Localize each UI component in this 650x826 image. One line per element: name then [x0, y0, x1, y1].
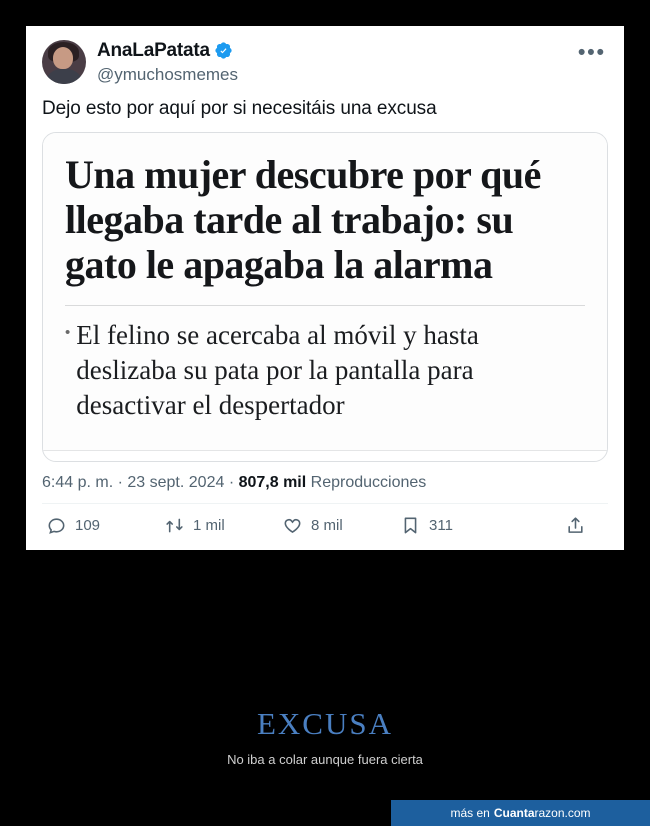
brand-name-bold: Cuanta: [493, 806, 535, 820]
footer: [0, 706, 650, 767]
media-divider: [65, 305, 585, 306]
news-bullet-row: [65, 318, 585, 440]
meta-separator-1: ·: [117, 474, 123, 492]
news-headline: Una mujer descubre por qué llegaba tarde al trabajo: su gato le apagaba la alarma: [65, 152, 541, 287]
like-button[interactable]: [282, 515, 400, 536]
bookmark-icon: [400, 515, 421, 536]
brand-prefix: más en: [450, 806, 490, 820]
avatar-face: [53, 47, 73, 69]
reply-button[interactable]: [46, 515, 164, 536]
tweet-text: Dejo esto por aquí por si necesitáis una excusa: [42, 98, 437, 120]
bullet-marker: •: [65, 324, 71, 342]
like-count: 8 mil: [311, 517, 343, 535]
heart-icon: [282, 515, 303, 536]
tweet-actions: [42, 504, 608, 542]
retweet-count: 1 mil: [193, 517, 225, 535]
meta-separator-2: ·: [228, 474, 235, 492]
display-name-row: [97, 40, 238, 62]
media-bottom-divider: [43, 450, 607, 461]
reply-count: 109: [75, 517, 101, 535]
tweet-time: 6:44 p. m.: [42, 474, 114, 492]
reply-icon: [46, 515, 67, 536]
brand-bar[interactable]: [391, 800, 650, 826]
handle[interactable]: @ymuchosmemes: [97, 64, 239, 84]
bookmark-button[interactable]: [400, 515, 518, 536]
avatar[interactable]: [42, 40, 86, 84]
tweet-card: [26, 26, 624, 550]
verified-badge-icon: [214, 41, 233, 60]
share-icon: [565, 515, 586, 536]
footer-subtitle: No iba a colar aunque fuera cierta: [227, 752, 423, 767]
views-count: 807,8 mil: [238, 474, 307, 492]
news-subheadline: El felino se acercaba al móvil y hasta deslizaba su pata por la pantalla para desactivar el despertador: [76, 320, 479, 420]
name-column: [97, 40, 238, 84]
brand-name-rest: razon.com: [534, 806, 591, 820]
retweet-icon: [164, 515, 185, 536]
display-name[interactable]: AnaLaPatata: [97, 40, 210, 61]
tweet-date: 23 sept. 2024: [127, 474, 225, 492]
footer-title: EXCUSA: [256, 706, 393, 741]
tweet-meta: [42, 474, 608, 503]
avatar-body: [45, 69, 83, 84]
more-options-button[interactable]: •••: [577, 41, 606, 64]
retweet-button[interactable]: [164, 515, 282, 536]
tweet-media-image[interactable]: [42, 132, 608, 462]
share-button[interactable]: [565, 515, 594, 536]
bookmark-count: 311: [429, 517, 453, 535]
tweet-header: [42, 40, 608, 84]
media-inner: [43, 133, 607, 450]
views-label: Reproducciones: [310, 474, 427, 492]
